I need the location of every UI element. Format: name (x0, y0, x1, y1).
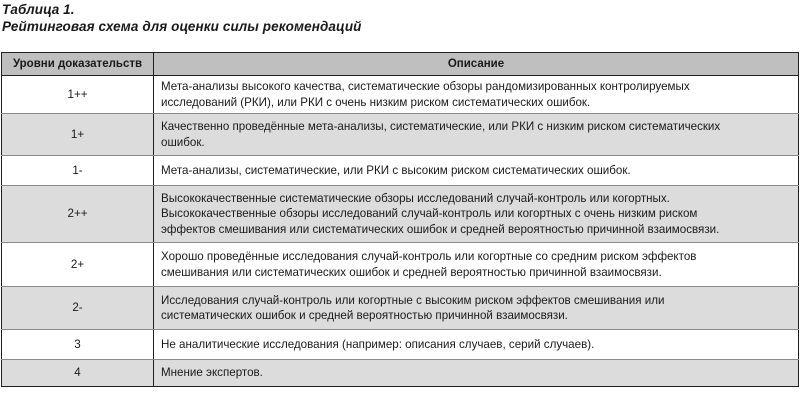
table-header (2, 53, 799, 76)
description-line: систематических ошибок и средней вероятностью причинной взаимосвязи. (161, 309, 568, 322)
row-description (154, 360, 799, 387)
header-row (2, 53, 799, 76)
row-level: 2- (2, 287, 154, 330)
header-description: Описание (154, 53, 799, 76)
row-description (154, 330, 799, 360)
description-line: Мнение экспертов. (161, 366, 263, 380)
row-description (154, 76, 799, 114)
row-description (154, 114, 799, 156)
row-description (154, 243, 799, 287)
row-level: 1- (2, 156, 154, 186)
header-level: Уровни доказательств (2, 53, 154, 76)
row-level: 1+ (2, 114, 154, 156)
description-line: Высококачественные обзоры исследований случай-контроль или когортных с очень низким риском (161, 207, 698, 221)
description-line: Мета-анализы высокого качества, систематические обзоры рандомизированных контролируемых (161, 80, 690, 94)
description-line: ошибок. (161, 135, 205, 149)
table-row (2, 156, 799, 186)
description-line: эффектов смешивания или систематических ошибок и средней вероятностью причинной взаимосвязи. (161, 222, 720, 236)
row-level: 1++ (2, 76, 154, 114)
description-line: смешивания или систематических ошибок и средней вероятностью причинной взаимосвязи. (161, 265, 662, 279)
description-line: Исследования случай-контроль или когортные с высоким риском эффектов смешивания или (161, 293, 665, 307)
row-description (154, 186, 799, 243)
table-row (2, 186, 799, 243)
table-caption (2, 1, 362, 35)
row-description (154, 287, 799, 330)
table-row (2, 114, 799, 156)
table-row (2, 243, 799, 287)
table-row (2, 76, 799, 114)
caption-number: Таблица 1. (2, 2, 75, 17)
description-line: Качественно проведённые мета-анализы, систематические, или РКИ с низким риском систематических (161, 120, 721, 134)
table-row (2, 330, 799, 360)
description-line: Хорошо проведённые исследования случай-контроль или когортные со средним риском эффектов (161, 250, 697, 264)
evidence-table (1, 52, 799, 387)
table-row (2, 360, 799, 387)
row-level: 2+ (2, 243, 154, 287)
row-description (154, 156, 799, 186)
description-line: Мета-анализы, систематические, или РКИ с высоким риском систематических ошибок. (161, 163, 631, 177)
description-line: Высококачественные систематические обзоры исследований случай-контроль или когортных. (161, 192, 670, 206)
table-body (2, 76, 799, 387)
row-level: 2++ (2, 186, 154, 243)
description-line: Не аналитические исследования (например: описания случаев, серий случаев). (161, 337, 595, 351)
row-level: 4 (2, 360, 154, 387)
caption-title: Рейтинговая схема для оценки силы рекомендаций (2, 19, 362, 34)
description-line: исследований (РКИ), или РКИ с очень низким риском систематических ошибок. (161, 95, 591, 109)
table-row (2, 287, 799, 330)
row-level: 3 (2, 330, 154, 360)
